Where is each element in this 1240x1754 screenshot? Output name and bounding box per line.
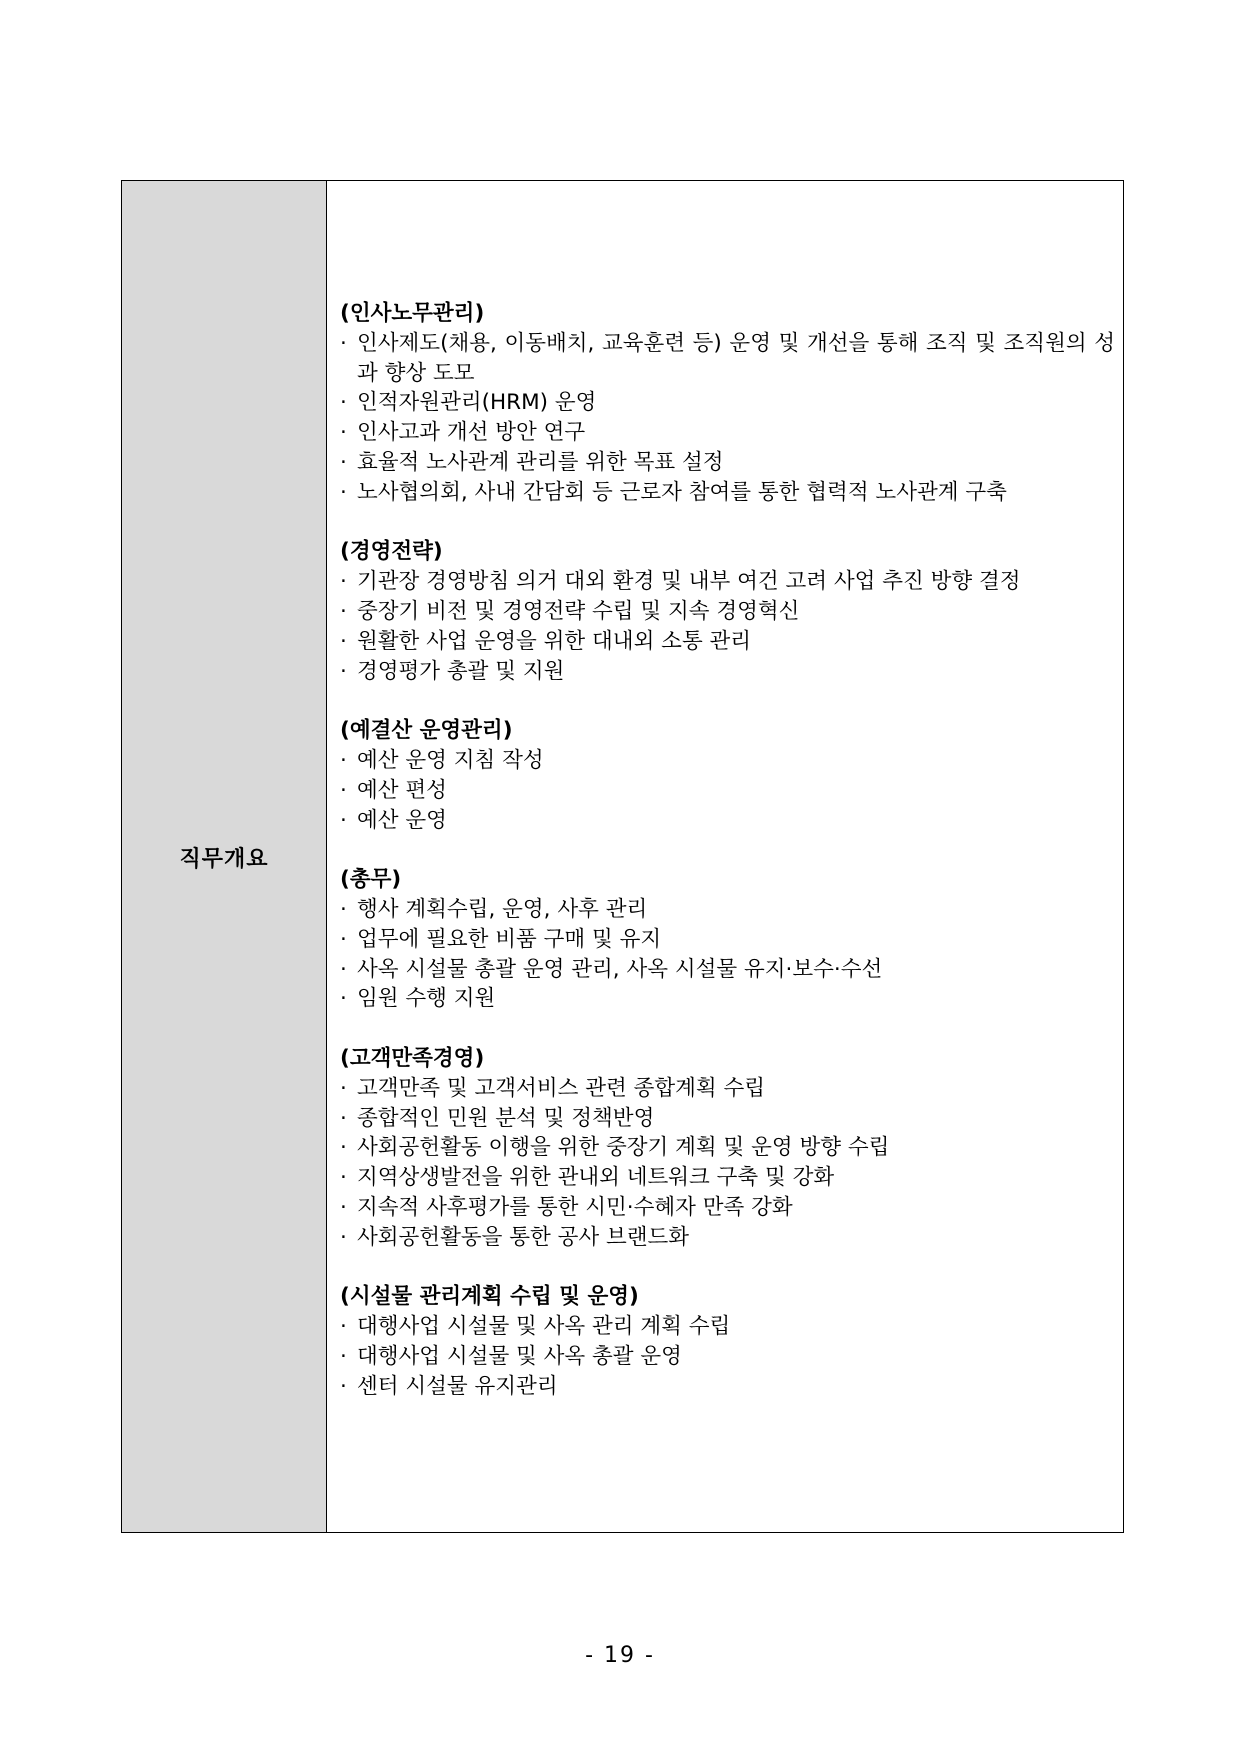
duty-item-text: 예산 운영 <box>357 807 447 833</box>
row-header-label: 직무개요 <box>179 847 269 872</box>
bullet-mark: · <box>340 777 347 803</box>
section-title: (인사노무관리) <box>340 301 485 326</box>
duty-item-text: 고객만족 및 고객서비스 관련 종합계획 수립 <box>357 1075 766 1101</box>
duty-item-text: 노사협의회, 사내 간담회 등 근로자 참여를 통한 협력적 노사관계 구축 <box>357 479 1007 505</box>
section-title: (경영전략) <box>340 539 443 565</box>
duty-item-text: 대행사업 시설물 및 사옥 관리 계획 수립 <box>357 1314 731 1340</box>
page-number: - 19 - <box>585 1643 655 1668</box>
duty-item-text: 경영평가 총괄 및 지원 <box>357 658 565 684</box>
duty-item <box>340 388 1115 418</box>
duty-item-text: 인적자원관리(HRM) 운영 <box>357 390 597 416</box>
bullet-mark: · <box>340 1373 347 1399</box>
bullet-mark: · <box>340 747 347 773</box>
duty-item-text: 업무에 필요한 비품 구매 및 유지 <box>357 926 662 952</box>
duty-item <box>340 418 1115 448</box>
duty-item-text: 효율적 노사관계 관리를 위한 목표 설정 <box>357 449 724 475</box>
duty-item-text: 예산 운영 지침 작성 <box>357 747 544 773</box>
bullet-mark: · <box>340 1075 347 1101</box>
bullet-mark: · <box>340 569 347 595</box>
duty-item-text: 행사 계획수립, 운영, 사후 관리 <box>357 896 648 922</box>
bullet-mark: · <box>340 896 347 922</box>
duty-item-text: 지역상생발전을 위한 관내외 네트워크 구축 및 강화 <box>357 1165 835 1191</box>
bullet-mark: · <box>340 628 347 654</box>
section-title: (고객만족경영) <box>340 1045 485 1071</box>
duty-item <box>340 448 1115 478</box>
bullet-mark: · <box>340 1314 347 1340</box>
duty-section <box>340 716 1115 835</box>
job-content-cell <box>327 181 1123 1532</box>
duty-item-text: 기관장 경영방침 의거 대외 환경 및 내부 여건 고려 사업 추진 방향 결정 <box>357 569 1021 595</box>
duty-item <box>340 776 1115 806</box>
bullet-mark: · <box>340 1224 347 1250</box>
bullet-mark: · <box>340 420 347 446</box>
bullet-mark: · <box>340 1135 347 1161</box>
bullet-mark: · <box>340 1194 347 1220</box>
section-title: (시설물 관리계획 수립 및 운영) <box>340 1284 639 1310</box>
duty-item <box>340 895 1115 925</box>
bullet-mark: · <box>340 658 347 684</box>
duty-item <box>340 984 1115 1014</box>
bullet-mark: · <box>340 1105 347 1131</box>
duty-item <box>340 1193 1115 1223</box>
bullet-mark: · <box>340 926 347 952</box>
duty-item <box>340 746 1115 776</box>
bullet-mark: · <box>340 956 347 982</box>
duty-item <box>340 597 1115 627</box>
duty-section <box>340 537 1115 686</box>
bullet-mark: · <box>340 807 347 833</box>
duty-section <box>340 1044 1115 1253</box>
duty-item <box>340 925 1115 955</box>
duty-item-text: 사회공헌활동 이행을 위한 중장기 계획 및 운영 방향 수립 <box>357 1135 890 1161</box>
bullet-mark: · <box>340 479 347 505</box>
duty-item <box>340 657 1115 687</box>
duty-item <box>340 955 1115 985</box>
duty-item-text: 임원 수행 지원 <box>357 986 496 1012</box>
duty-section <box>340 1282 1115 1401</box>
bullet-mark: · <box>340 986 347 1012</box>
bullet-mark: · <box>340 1343 347 1369</box>
duty-item-text: 원활한 사업 운영을 위한 대내외 소통 관리 <box>357 628 752 654</box>
duty-item <box>340 1163 1115 1193</box>
duty-item-text: 중장기 비전 및 경영전략 수립 및 지속 경영혁신 <box>357 598 800 624</box>
bullet-mark: · <box>340 1165 347 1191</box>
duty-item <box>340 478 1115 508</box>
duty-item-text: 센터 시설물 유지관리 <box>357 1373 558 1399</box>
duty-item-text: 대행사업 시설물 및 사옥 총괄 운영 <box>357 1343 682 1369</box>
duty-item-text: 사옥 시설물 총괄 운영 관리, 사옥 시설물 유지·보수·수선 <box>357 956 883 982</box>
duty-item-text: 지속적 사후평가를 통한 시민·수혜자 만족 강화 <box>357 1194 793 1220</box>
duty-item-text: 종합적인 민원 분석 및 정책반영 <box>357 1105 655 1131</box>
section-title: (예결산 운영관리) <box>340 718 513 744</box>
duty-item-text: 사회공헌활동을 통한 공사 브랜드화 <box>357 1224 690 1250</box>
duty-item <box>340 1074 1115 1104</box>
job-description-table <box>121 180 1124 1533</box>
bullet-mark: · <box>340 330 347 356</box>
bullet-mark: · <box>340 390 347 416</box>
duty-item <box>340 806 1115 836</box>
section-title: (총무) <box>340 867 402 893</box>
duty-item <box>340 1312 1115 1342</box>
bullet-mark: · <box>340 449 347 475</box>
duty-item-text: 인사고과 개선 방안 연구 <box>357 420 586 446</box>
duty-item <box>340 1372 1115 1402</box>
duty-section <box>340 299 1115 508</box>
duty-item <box>340 1104 1115 1134</box>
row-header-cell <box>122 181 327 1532</box>
duty-item <box>340 1133 1115 1163</box>
duty-item <box>340 567 1115 597</box>
duty-item <box>340 1223 1115 1253</box>
duty-item <box>340 627 1115 657</box>
duty-section <box>340 865 1115 1014</box>
duty-item <box>340 1342 1115 1372</box>
duty-item-text: 인사제도(채용, 이동배치, 교육훈련 등) 운영 및 개선을 통해 조직 및 조직원의 성과 향상 도모 <box>357 330 1115 386</box>
duty-item <box>340 329 1115 389</box>
duty-item-text: 예산 편성 <box>357 777 447 803</box>
bullet-mark: · <box>340 598 347 624</box>
